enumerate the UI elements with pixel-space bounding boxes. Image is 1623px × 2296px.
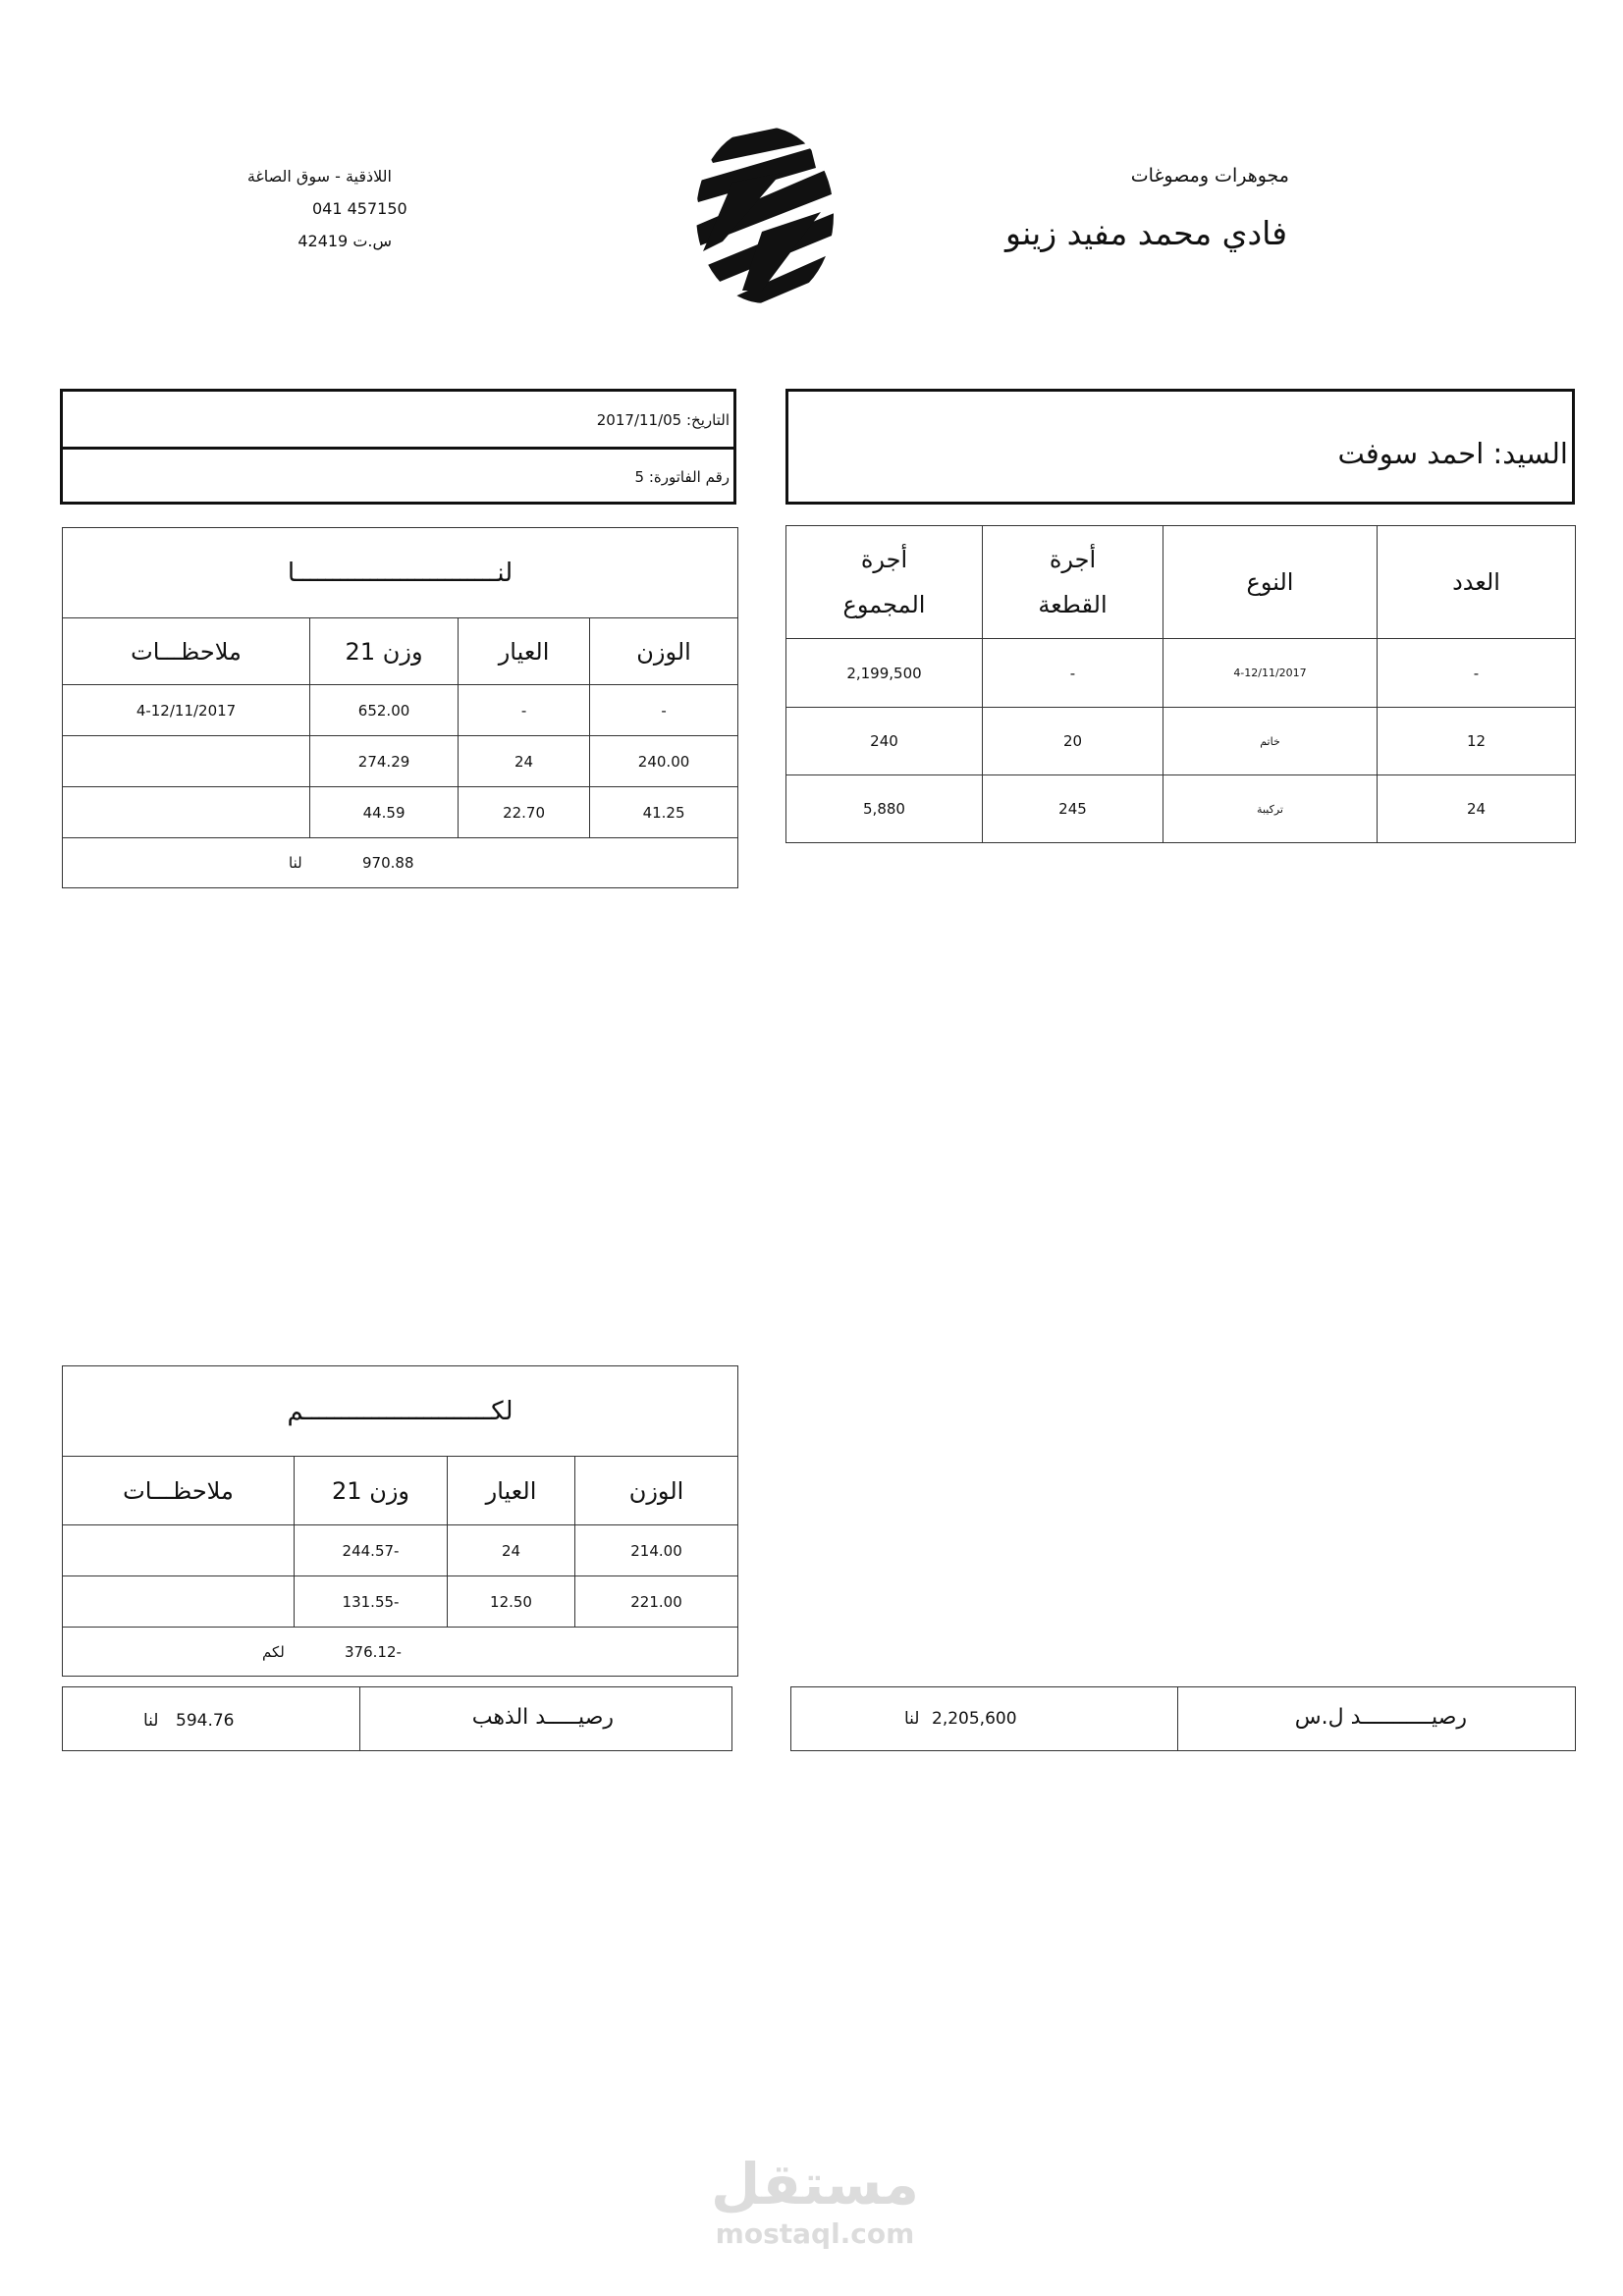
gold-balance-value: 594.76 [176, 1711, 235, 1731]
shop-phone: 041 457150 [312, 199, 407, 218]
gold-balance-unit: لنا [143, 1711, 159, 1731]
syp-balance-box [790, 1686, 1576, 1751]
col-karat: العيار [448, 1457, 575, 1525]
col-piece-fee: أجرة القطعة [983, 526, 1163, 639]
lakum-total-label: لكم [262, 1643, 285, 1661]
lakum-total-value: -376.12 [345, 1643, 402, 1661]
customer-name: السيد: احمد سوفت [1337, 437, 1568, 470]
watermark-latin: mostaql.com [715, 2217, 915, 2250]
lana-total-row [63, 838, 738, 888]
col-karat: العيار [459, 618, 590, 685]
table-row: - 4-12/11/2017 - 2,199,500 [786, 639, 1576, 708]
col-total-fee: أجرة المجموع [786, 526, 983, 639]
lakum-table [62, 1365, 738, 1677]
customer-box [785, 389, 1575, 505]
table-row: 12 خاتم 20 240 [786, 708, 1576, 775]
col-notes: ملاحظـــات [63, 1457, 295, 1525]
col-count: العدد [1378, 526, 1576, 639]
col-weight: الوزن [590, 618, 738, 685]
table-row: - - 652.00 4-12/11/2017 [63, 685, 738, 736]
gold-balance-box [62, 1686, 732, 1751]
shop-address: اللاذقية - سوق الصاغة [246, 167, 392, 186]
syp-balance-value: 2,205,600 [932, 1709, 1017, 1729]
lakum-title: لكـــــــــــــــــــــــــم [63, 1366, 738, 1457]
table-row: 24 تركيبة 245 5,880 [786, 775, 1576, 843]
table-row: 221.00 12.50 -131.55 [63, 1576, 738, 1628]
shop-tagline: مجوهرات ومصوغات [1130, 165, 1289, 187]
table-row: 214.00 24 -244.57 [63, 1525, 738, 1576]
table-row: 41.25 22.70 44.59 [63, 787, 738, 838]
col-weight21: وزن 21 [310, 618, 459, 685]
owner-name: فادي محمد مفيد زينو [1005, 214, 1287, 252]
col-type: النوع [1163, 526, 1378, 639]
syp-balance-unit: لنا [904, 1709, 920, 1729]
invoice-number: رقم الفاتورة: 5 [634, 468, 730, 486]
lana-total-value: 970.88 [362, 854, 414, 872]
lana-total-label: لنا [289, 854, 302, 872]
commercial-registry: س.ت 42419 [298, 232, 392, 250]
brand-logo [693, 124, 837, 306]
syp-balance-label: رصيـــــــــــد ل.س [1294, 1705, 1467, 1730]
watermark-arabic: مستقل [710, 2151, 920, 2217]
col-weight21: وزن 21 [295, 1457, 448, 1525]
watermark [687, 2150, 943, 2250]
fees-table [785, 525, 1576, 843]
gold-balance-label: رصيـــــد الذهب [471, 1705, 614, 1730]
invoice-date: التاريخ: 2017/11/05 [596, 411, 730, 429]
lakum-total-row [63, 1628, 738, 1677]
lana-table [62, 527, 738, 888]
col-notes: ملاحظـــات [63, 618, 310, 685]
lana-title: لنـــــــــــــــــــــــــــا [63, 528, 738, 618]
invoice-info-box [60, 389, 736, 505]
col-weight: الوزن [575, 1457, 738, 1525]
table-row: 240.00 24 274.29 [63, 736, 738, 787]
